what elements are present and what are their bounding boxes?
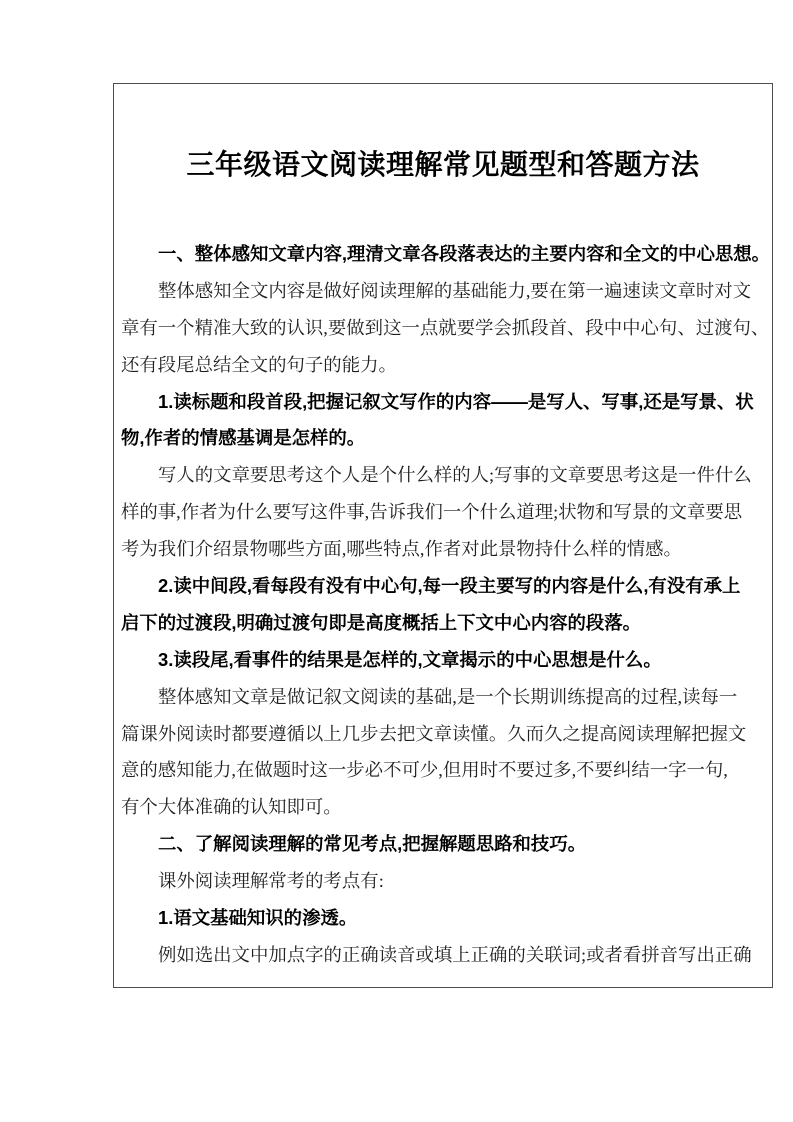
paragraph-7-line-3: 意的感知能力,在做题时这一步必不可少,但用时不要过多,不要纠结一字一句,: [121, 760, 728, 781]
document-page: [113, 83, 773, 988]
paragraph-11-line-1: 例如选出文中加点字的正确读音或填上正确的关联词;或者看拼音写出正确: [158, 944, 752, 965]
paragraph-6-line-1: 3.读段尾,看事件的结果是怎样的,文章揭示的中心思想是什么。: [158, 648, 662, 670]
paragraph-1-line-1: 一、整体感知文章内容,理清文章各段落表达的主要内容和全文的中心思想。: [158, 243, 771, 264]
paragraph-2-line-1: 整体感知全文内容是做好阅读理解的基础能力,要在第一遍速读文章时对文: [158, 280, 752, 301]
paragraph-7-line-4: 有个大体准确的认知即可。: [121, 797, 342, 818]
paragraph-8-line-1: 二、了解阅读理解的常见考点,把握解题思路和技巧。: [158, 833, 587, 855]
document-body: [121, 236, 771, 974]
paragraph-9-line-1: 课外阅读理解常考的考点有:: [158, 871, 384, 892]
paragraph-10-line-1: 1.语文基础知识的渗透。: [158, 907, 358, 929]
paragraph-2-line-3: 还有段尾总结全文的句子的能力。: [121, 354, 397, 375]
paragraph-7-line-2: 篇课外阅读时都要遵循以上几步去把文章读懂。久而久之提高阅读理解把握文: [121, 723, 747, 744]
paragraph-2-line-2: 章有一个精准大致的认识,要做到这一点就要学会抓段首、段中中心句、过渡句、: [121, 317, 770, 338]
paragraph-5-line-1: 2.读中间段,看每段有没有中心句,每一段主要写的内容是什么,有没有承上: [158, 575, 741, 597]
page-title: 三年级语文阅读理解常见题型和答题方法: [186, 149, 700, 180]
paragraph-4-line-2: 样的事,作者为什么要写这件事,告诉我们一个什么道理;状物和写景的文章要思: [121, 502, 743, 523]
paragraph-3-line-1: 1.读标题和段首段,把握记叙文写作的内容——是写人、写事,还是写景、状: [158, 390, 754, 412]
paragraph-3-line-2: 物,作者的情感基调是怎样的。: [121, 427, 366, 449]
paragraph-4-line-1: 写人的文章要思考这个人是个什么样的人;写事的文章要思考这是一件什么: [158, 465, 752, 486]
paragraph-7-line-1: 整体感知文章是做记叙文阅读的基础,是一个长期训练提高的过程,读每一: [158, 686, 738, 707]
paragraph-5-line-2: 启下的过渡段,明确过渡句即是高度概括上下文中心内容的段落。: [121, 611, 642, 633]
paragraph-4-line-3: 考为我们介绍景物哪些方面,哪些特点,作者对此景物持什么样的情感。: [121, 539, 682, 560]
